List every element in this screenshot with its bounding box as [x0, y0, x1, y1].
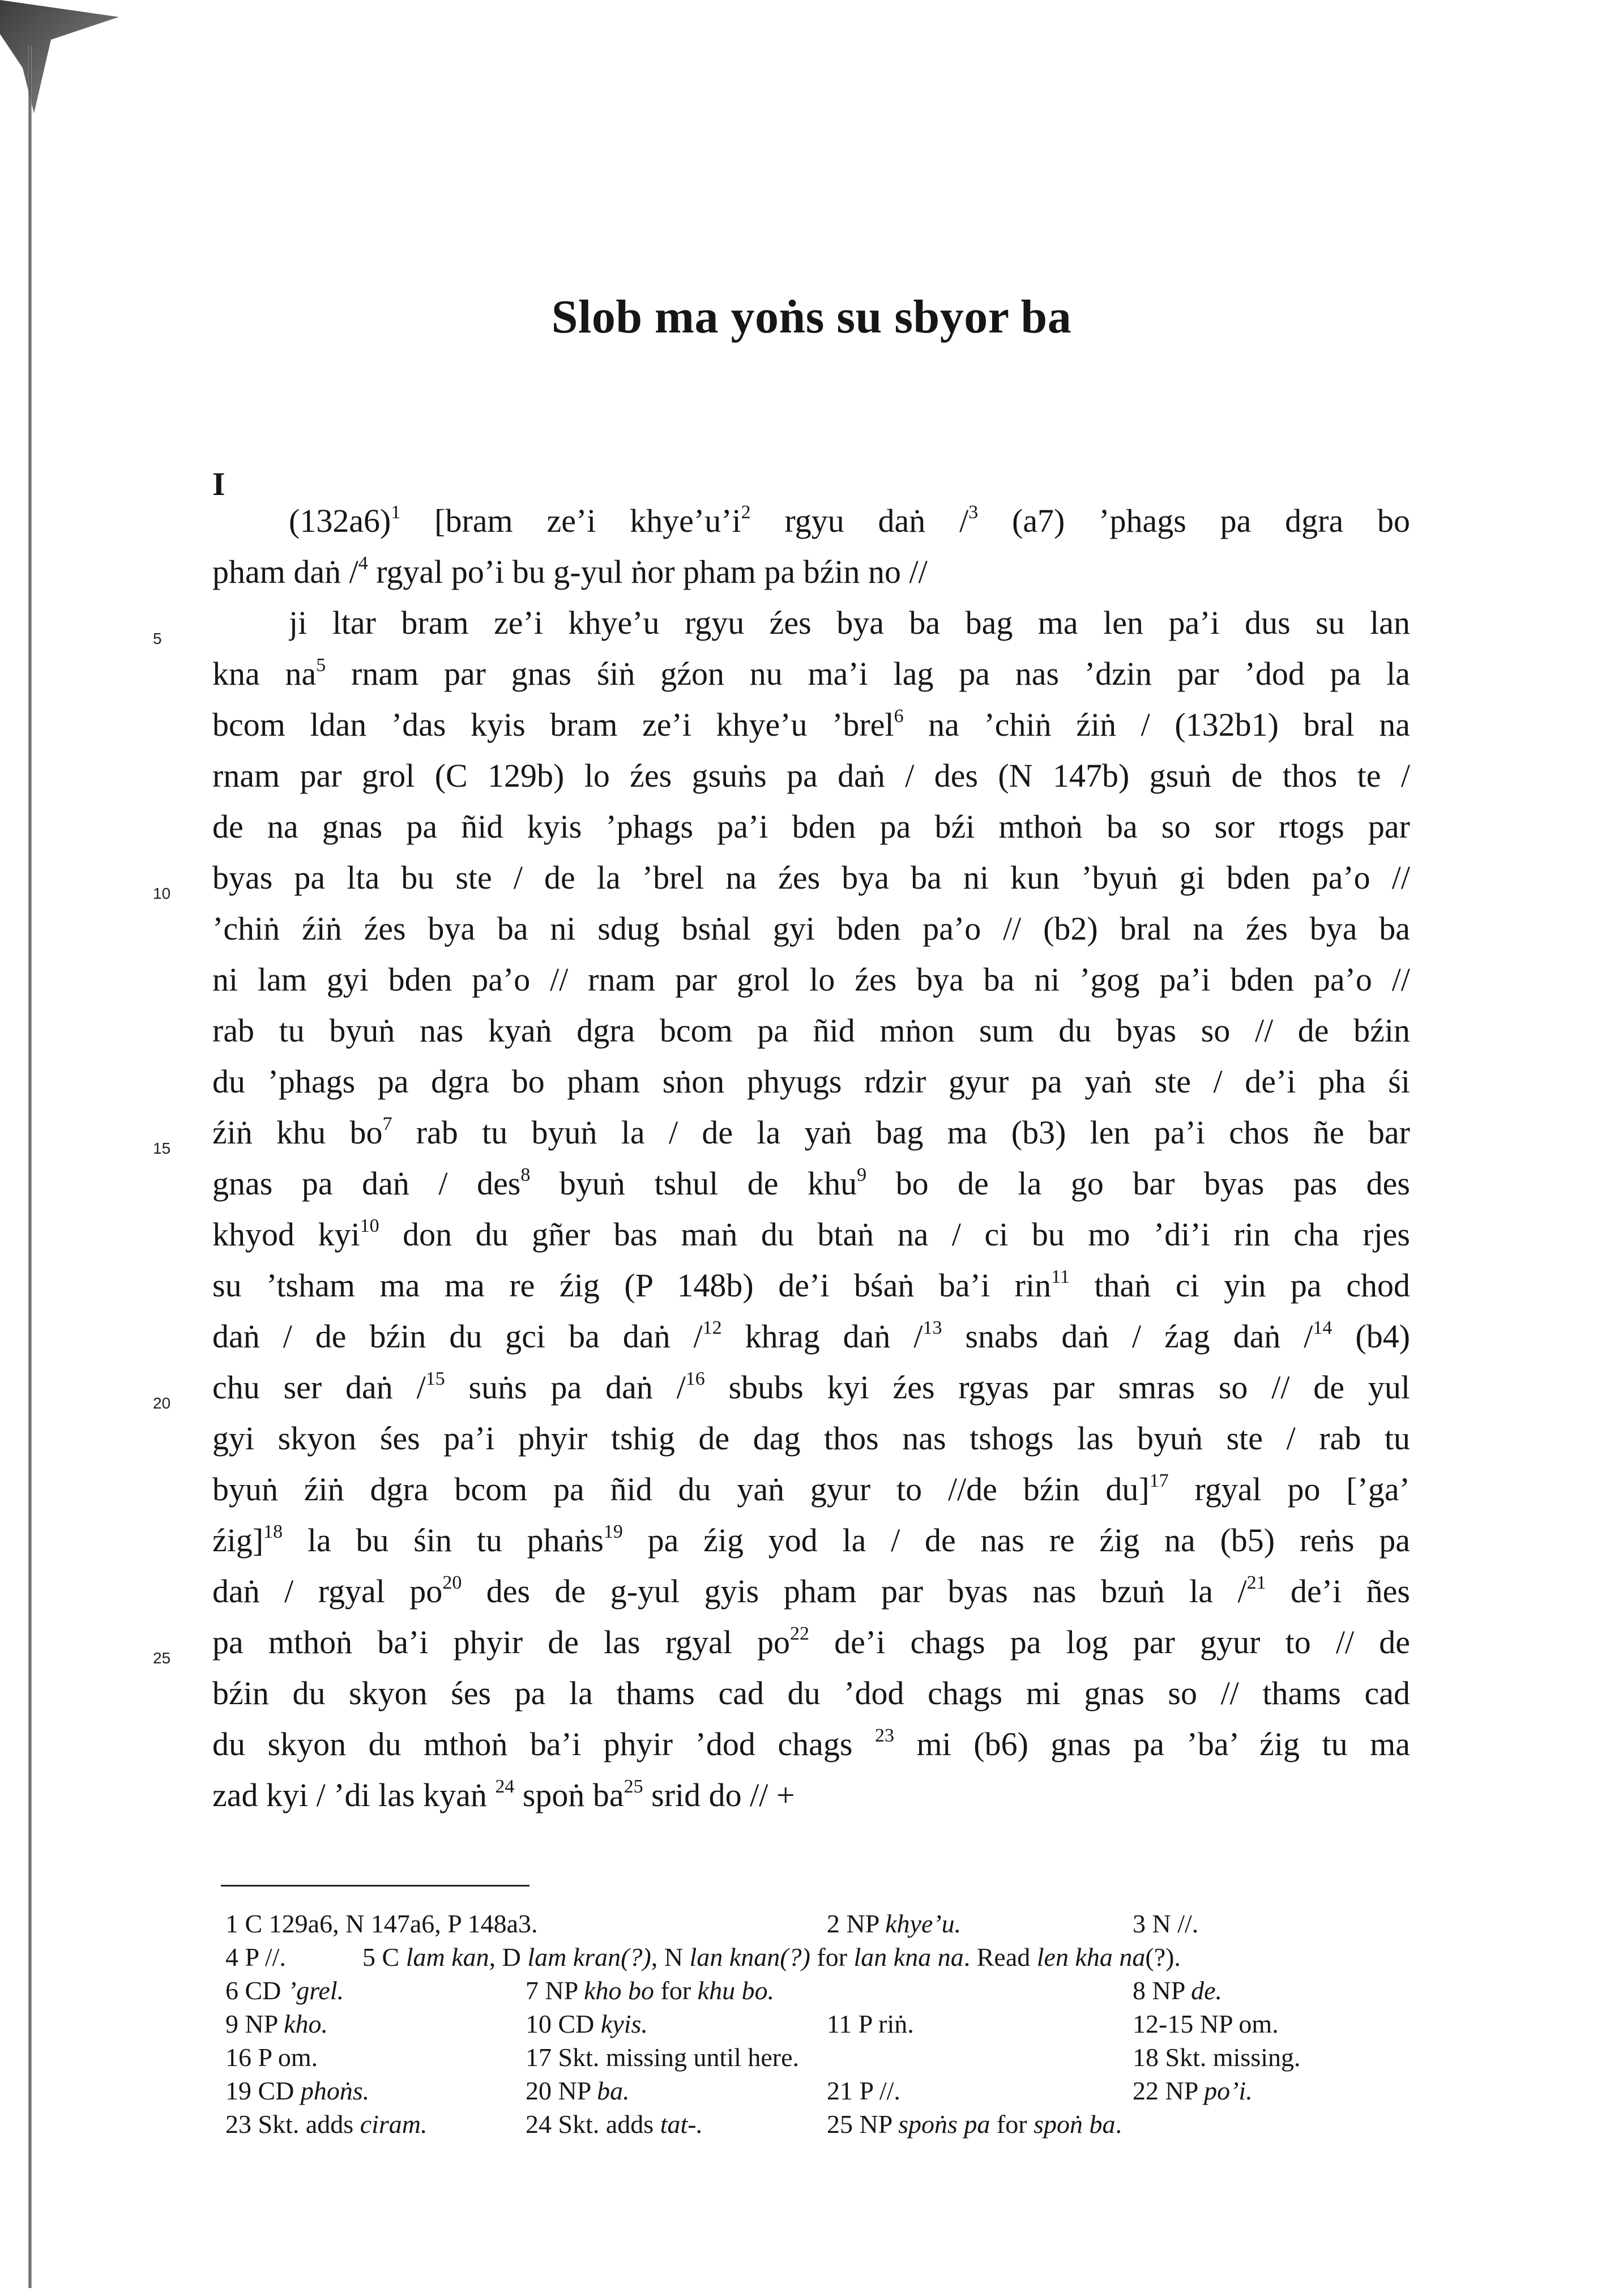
text-line-13: źiṅ khu $bo^7$ rab tu byuṅ la / de la yaṅ bag ma (b3) len pa’i chos ñe bar [212, 1113, 1410, 1151]
footnote-9: 9 NP kho. [225, 2009, 328, 2038]
footnote-7: 7 NP kho bo for khu bo. [526, 1976, 775, 2005]
text-line-4: kna $na^5$ rnam par gnas śiṅ gźon nu ma’i lag pa nas ’dzin par ’dod pa la [212, 655, 1410, 692]
text-line-19: gyi skyon śes pa’i phyir tshig de dag thos nas tshogs las byuṅ ste / rab tu [212, 1420, 1410, 1457]
footnote-12-15: 12-15 NP om. [1133, 2009, 1279, 2038]
text-line-16: su ’tsham ma ma re źig (P 148b) de’i bśaṅ ba’i rin$^{11}$ thaṅ ci yin pa chod [212, 1266, 1410, 1304]
footnote-2: 2 NP khye’u. [827, 1909, 962, 1938]
footnote-1: 1 C 129a6, N 147a6, P 148a3. [225, 1909, 538, 1938]
footnote-5: 5 C lam kan, D lam kran(?), N lan knan(?) for lan kna na. Read len kha na(?). [362, 1943, 1181, 1971]
text-line-20: byuṅ źiṅ dgra bcom pa ñid du yaṅ gyur to //de bźin du]$^{17}$ rgyal po [’ga’ [212, 1470, 1410, 1508]
text-line-11: rab tu byuṅ nas kyaṅ dgra bcom pa ñid mṅon sum du byas so // de bźin [212, 1012, 1410, 1049]
footnote-24: 24 Skt. adds tat-. [526, 2110, 703, 2139]
text-line-26: zad kyi / ’di las kyaṅ $^{24}$ spoṅ $ba^{25}$ srid do // + [212, 1776, 795, 1813]
text-line-10: ni lam gyi bden pa’o // rnam par grol lo źes bya ba ni ’gog pa’i bden pa’o // [212, 961, 1410, 998]
footnote-8: 8 NP de. [1133, 1976, 1223, 2005]
footnote-10: 10 CD kyis. [526, 2009, 648, 2038]
footnote-6: 6 CD ’grel. [225, 1976, 344, 2005]
footnote-23: 23 Skt. adds ciram. [225, 2110, 428, 2139]
footnote-22: 22 NP po’i. [1133, 2076, 1253, 2105]
footnote-16: 16 P om. [225, 2043, 318, 2072]
page-title: Slob ma yoṅs su sbyor ba [551, 291, 1072, 343]
footnote-18: 18 Skt. missing. [1133, 2043, 1301, 2072]
text-line-17: daṅ / de bźin du gci ba daṅ /$^{12}$ khrag daṅ /$^{13}$ snabs daṅ / źag daṅ /$^{14}$ (b4) [212, 1317, 1410, 1355]
footnote-3: 3 N //. [1133, 1909, 1199, 1938]
section-number: I [212, 466, 225, 502]
text-line-3: ji ltar bram ze’i khye’u rgyu źes bya ba bag ma len pa’i dus su lan [289, 604, 1410, 641]
line-number-10: 10 [153, 885, 171, 902]
text-line-9: ’chiṅ źiṅ źes bya ba ni sdug bsṅal gyi bden pa’o // (b2) bral na źes bya ba [212, 910, 1410, 947]
footnote-11: 11 P riṅ. [827, 2009, 914, 2038]
text-line-18: chu ser daṅ /$^{15}$ suṅs pa daṅ /$^{16}$ sbubs kyi źes rgyas par smras so // de yul [212, 1368, 1410, 1406]
text-line-8: byas pa lta bu ste / de la ’brel na źes bya ba ni kun ’byuṅ gi bden pa’o // [212, 859, 1410, 896]
footnote-rule [221, 1885, 529, 1887]
text-line-15: khyod kyi$^{10}$ don du gñer bas maṅ du btaṅ na / ci bu mo ’di’i rin cha rjes [212, 1215, 1410, 1253]
scan-edge-line [28, 45, 32, 2288]
text-line-24: bźin du skyon śes pa la thams cad du ’dod chags mi gnas so // thams cad [212, 1675, 1410, 1712]
text-line-25: du skyon du mthoṅ ba’i phyir ’dod chags $^{23}$ mi (b6) gnas pa ’ba’ źig tu ma [212, 1725, 1410, 1762]
text-line-6: rnam par grol (C 129b) lo źes gsuṅs pa daṅ / des (N 147b) gsuṅ de thos te / [212, 757, 1410, 794]
footnote-25: 25 NP spoṅs pa for spoṅ ba. [827, 2110, 1122, 2139]
footnote-20: 20 NP ba. [526, 2076, 630, 2105]
scan-shadow-corner [0, 0, 125, 147]
line-number-20: 20 [153, 1394, 171, 1412]
footnote-17: 17 Skt. missing until here. [526, 2043, 799, 2072]
text-line-1: $(132a6)^1$ [bram ze’i $khye’u’i^2$ rgyu daṅ /$^3$ (a7) ’phags pa dgra bo [289, 502, 1410, 539]
text-line-12: du ’phags pa dgra bo pham sṅon phyugs rdzir gyur pa yaṅ ste / de’i pha śi [212, 1063, 1410, 1100]
line-number-25: 25 [153, 1649, 171, 1667]
text-line-23: pa mthoṅ ba’i phyir de las rgyal $po^{22}$ de’i chags pa log par gyur to // de [212, 1623, 1410, 1661]
footnote-21: 21 P //. [827, 2076, 900, 2105]
text-line-2: pham daṅ /$^4$ rgyal po’i bu g-yul ṅor pham pa bźin no // [212, 553, 928, 590]
text-line-21: źig]$^{18}$ la bu śin tu phaṅs$^{19}$ pa źig yod la / de nas re źig na (b5) reṅs pa [212, 1521, 1410, 1559]
line-number-5: 5 [153, 630, 162, 647]
text-line-7: de na gnas pa ñid kyis ’phags pa’i bden pa bźi mthoṅ ba so sor rtogs par [212, 808, 1410, 845]
line-number-15: 15 [153, 1140, 171, 1157]
text-line-22: daṅ / rgyal $po^{20}$ des de g-yul gyis pham par byas nas bzuṅ la /$^{21}$ de’i ñes [212, 1572, 1410, 1610]
text-line-14: gnas pa daṅ / des$^8$ byuṅ tshul de khu$^9$ bo de la go bar byas pas des [212, 1164, 1410, 1202]
text-line-5: bcom ldan ’das kyis bram ze’i khye’u ’brel$^6$ na ’chiṅ źiṅ / (132b1) bral na [212, 706, 1410, 743]
footnote-4: 4 P //. [225, 1943, 286, 1971]
footnote-19: 19 CD phoṅs. [225, 2076, 370, 2105]
